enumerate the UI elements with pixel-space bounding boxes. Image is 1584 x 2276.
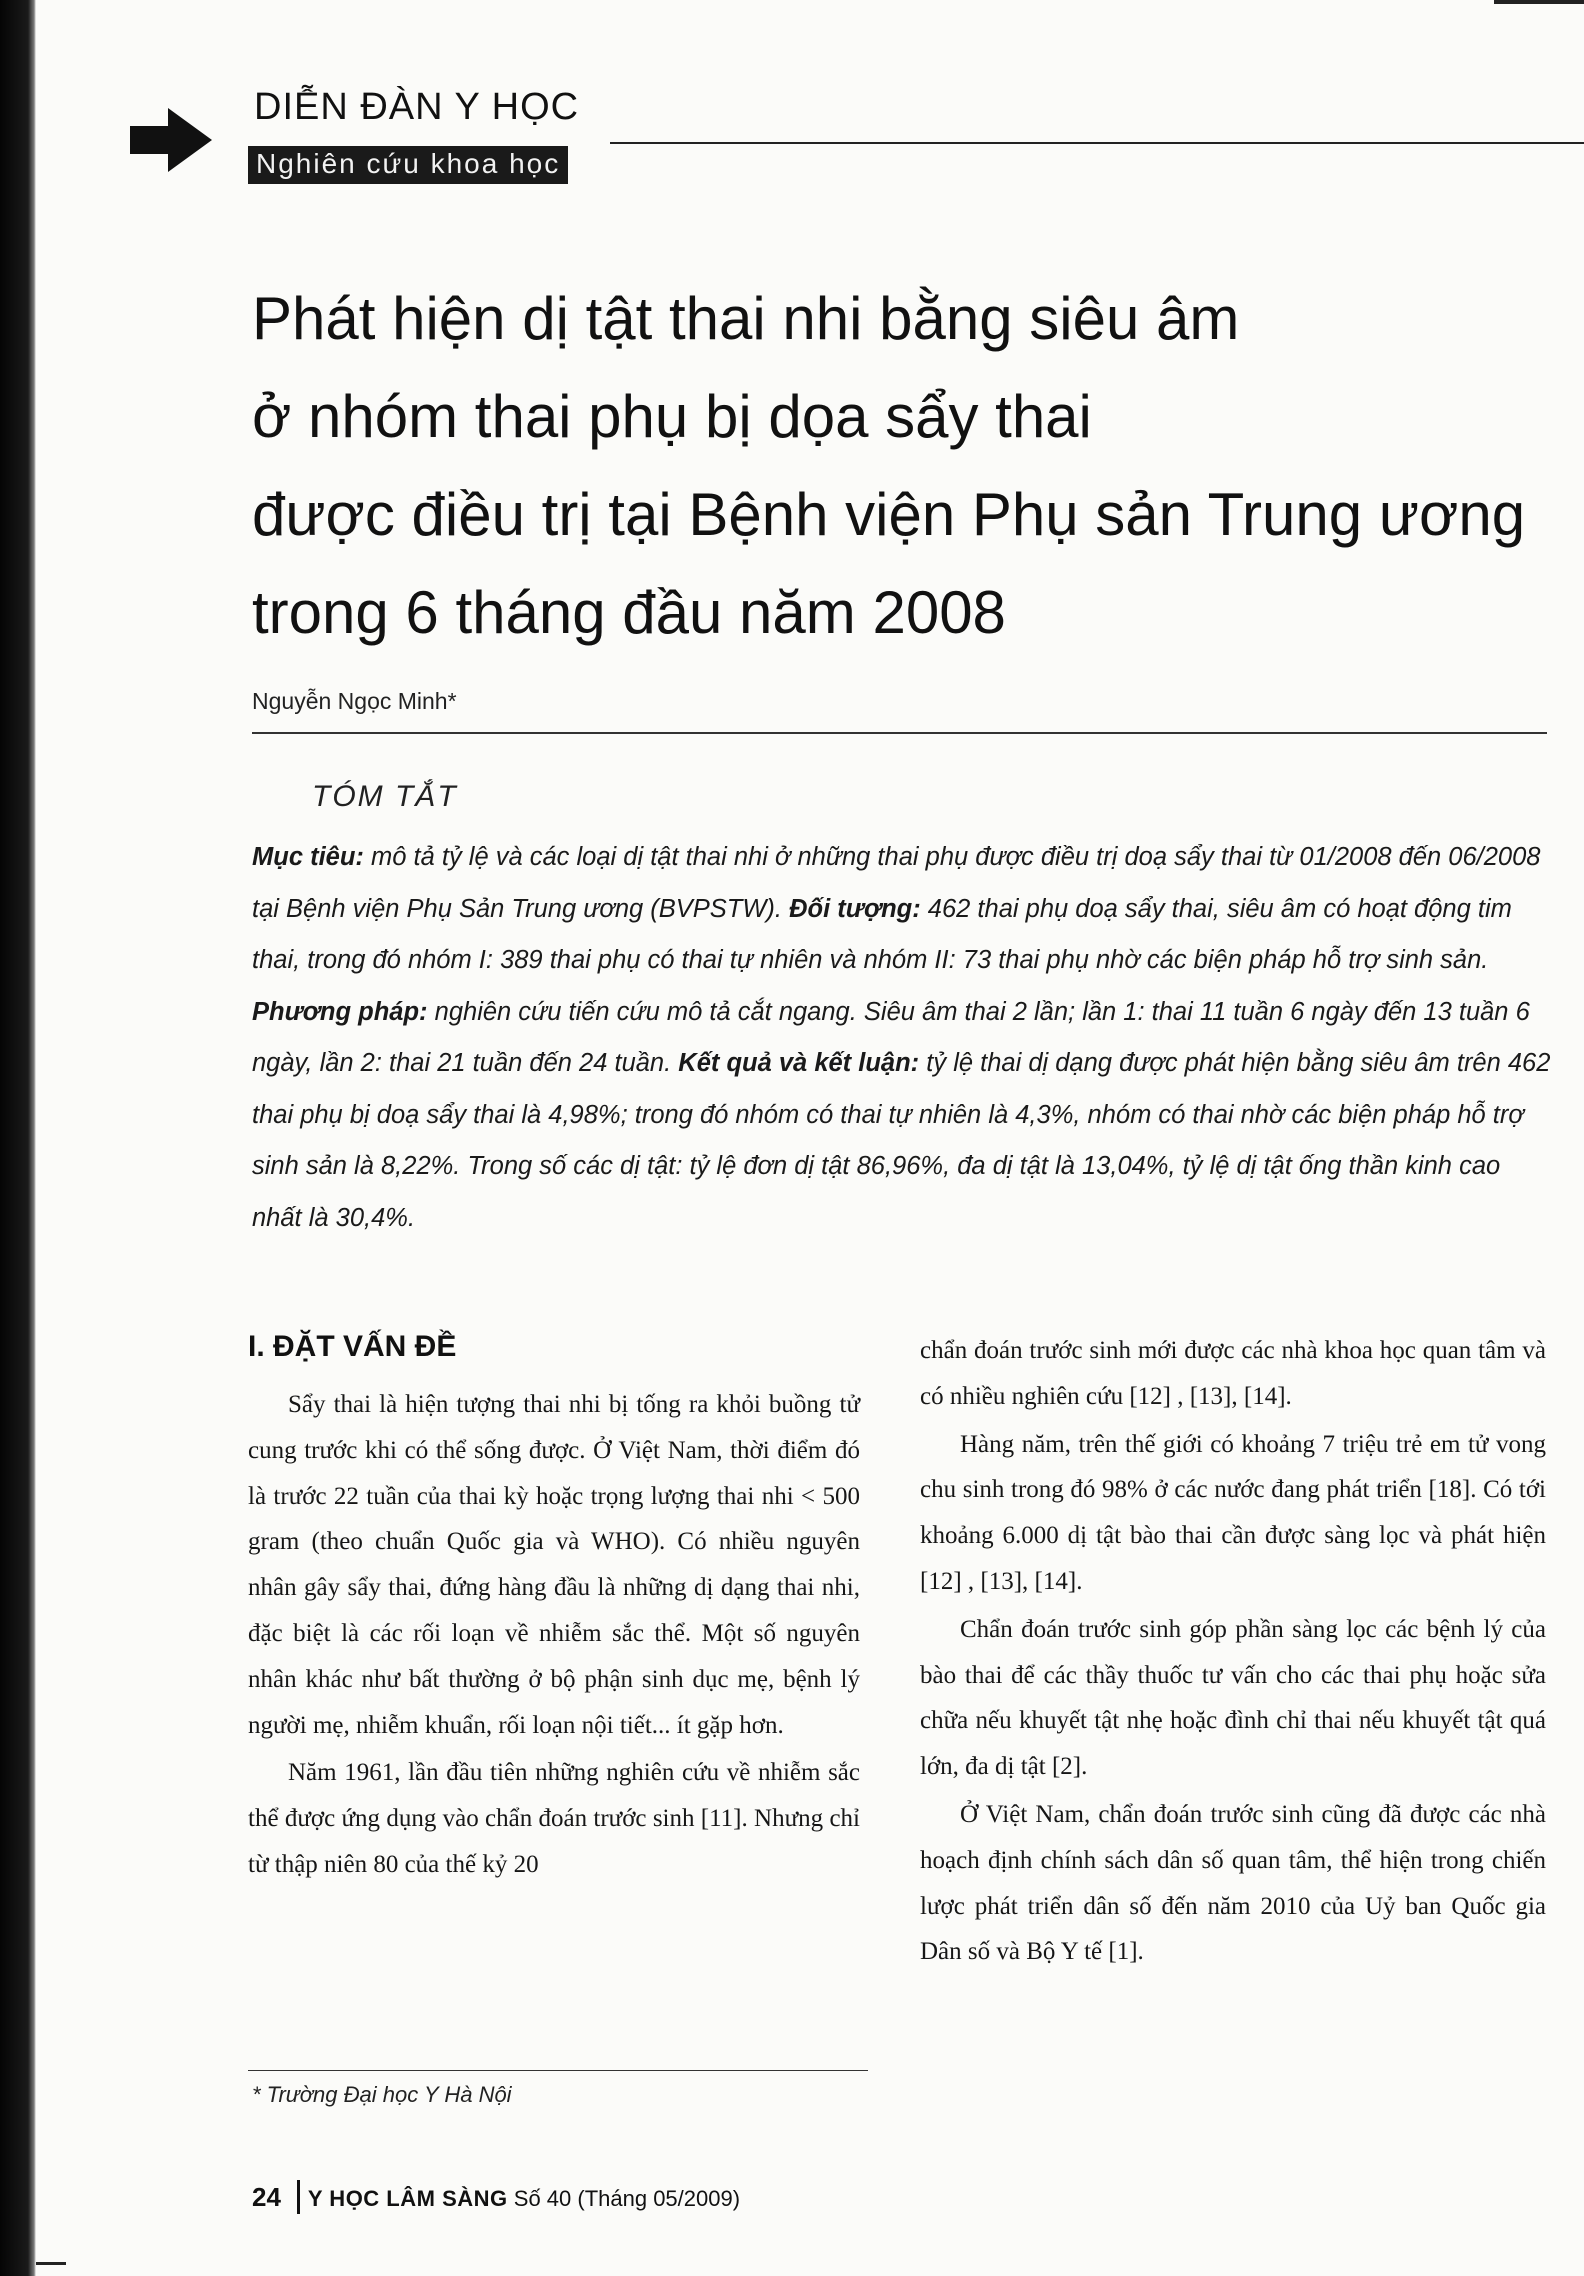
author: Nguyễn Ngọc Minh* [252,688,457,714]
section-title: DIỄN ĐÀN Y HỌC [254,86,580,128]
paragraph: Năm 1961, lần đầu tiên những nghiên cứu về nhiễm sắc thể được ứng dụng vào chẩn đoán trước sinh [11]. Nhưng chỉ từ thập niên 80 của thế kỷ 20 [248,1759,860,1878]
footnote: * Trường Đại học Y Hà Nội [252,2082,512,2107]
column-left [248,1330,860,1888]
paragraph: chẩn đoán trước sinh mới được các nhà khoa học quan tâm và có nhiều nghiên cứu [12] , [13], [14]. [920,1337,1546,1410]
column-right [920,1328,1546,1975]
abstract-label-subjects: Đối tượng: [789,894,921,923]
arrow-right-icon [130,104,212,176]
top-rule [1494,0,1584,4]
paragraph: Sẩy thai là hiện tượng thai nhi bị tống ra khỏi buồng tử cung trước khi có thể sống được. Ở Việt Nam, thời điểm đó là trước 22 tuần của thai kỳ hoặc trọng lượng thai nhi < 500 gram (theo chuẩn Quốc gia và WHO). Có nhiều nguyên nhân gây sẩy thai, đứng hàng đầu là những dị dạng thai nhi, đặc biệt là các rối loạn về nhiễm sắc thể. Một số nguyên nhân khác như bất thường ở bộ phận sinh dục mẹ, bệnh lý người mẹ, nhiễm khuẩn, rối loạn nội tiết... ít gặp hơn. [248,1391,860,1739]
abstract-heading: TÓM TẮT [312,780,458,813]
abstract-label-objective: Mục tiêu: [252,843,364,871]
title-line: ở nhóm thai phụ bị dọa sẩy thai [252,383,1092,450]
paragraph: Ở Việt Nam, chẩn đoán trước sinh cũng đã được các nhà hoạch định chính sách dân số quan tâm, thể hiện trong chiến lược phát triển dân số đến năm 2010 của Uỷ ban Quốc gia Dân số và Bộ Y tế [1]. [920,1800,1546,1966]
footnote-rule [248,2070,868,2071]
abstract-text-method: nghiên cứu tiến cứu mô tả cắt ngang. Siêu âm thai 2 lần; lần 1: thai 11 tuần 6 ngày đến 13 tuần 6 ngày, lần 2: thai 21 tuần đến 24 tuần. [252,997,1530,1077]
abstract-text-subjects: 462 thai phụ doạ sẩy thai, siêu âm có hoạt động tim thai, trong đó nhóm I: 389 thai phụ có thai tự nhiên và nhóm II: 73 thai phụ nhờ các biện pháp hỗ trợ sinh sản. [252,894,1512,974]
page-number: 24 [252,2182,281,2212]
author-rule [252,732,1547,734]
paragraph: Chẩn đoán trước sinh góp phần sàng lọc các bệnh lý của bào thai để các thầy thuốc tư vấn cho các thai phụ hoặc sửa chữa nếu khuyết tật nhẹ hoặc đình chỉ thai nếu khuyết tật quá lớn, đa dị tật [2]. [920,1615,1546,1781]
page-footer [252,2180,740,2214]
masthead-rule [610,142,1584,144]
paragraph: Hàng năm, trên thế giới có khoảng 7 triệu trẻ em tử vong chu sinh trong đó 98% ở các nước đang phát triển [18]. Có tới khoảng 6.000 dị tật bào thai cần được sàng lọc và phát hiện [12] , [13], [14]. [920,1430,1546,1595]
abstract-text-results: tỷ lệ thai dị dạng được phát hiện bằng siêu âm trên 462 thai phụ bị doạ sẩy thai là 4,98%; trong đó nhóm có thai tự nhiên là 4,3%, nhóm có thai nhờ các biện pháp hỗ trợ sinh sản là 8,22%. Trong số các dị tật: tỷ lệ đơn dị tật 86,96%, đa dị tật là 13,04%, tỷ lệ dị tật ống thần kinh cao nhất là 30,4%. [252,1049,1551,1232]
title-line: được điều trị tại Bệnh viện Phụ sản Trung ương [252,481,1526,548]
bottom-rule [36,2262,66,2265]
journal-name: Y HỌC LÂM SÀNG [307,2186,508,2211]
abstract-label-method: Phương pháp: [252,997,428,1026]
journal-issue: Số 40 (Tháng 05/2009) [513,2186,741,2211]
section-heading: I. ĐẶT VẤN ĐỀ [248,1330,457,1363]
title-line: Phát hiện dị tật thai nhi bằng siêu âm [252,285,1240,352]
abstract-text-objective: mô tả tỷ lệ và các loại dị tật thai nhi ở những thai phụ được điều trị doạ sẩy thai từ 01/2008 đến 06/2008 tại Bệnh viện Phụ Sản Trung ương (BVPSTW). [252,843,1541,923]
scan-edge-bar [0,0,36,2276]
abstract [252,832,1552,1244]
title-line: trong 6 tháng đầu năm 2008 [252,579,1006,646]
footer-separator [297,2180,300,2214]
article-title [252,270,1552,662]
section-subtitle: Nghiên cứu khoa học [248,146,568,184]
abstract-label-results: Kết quả và kết luận: [678,1049,920,1077]
masthead [130,86,1584,179]
